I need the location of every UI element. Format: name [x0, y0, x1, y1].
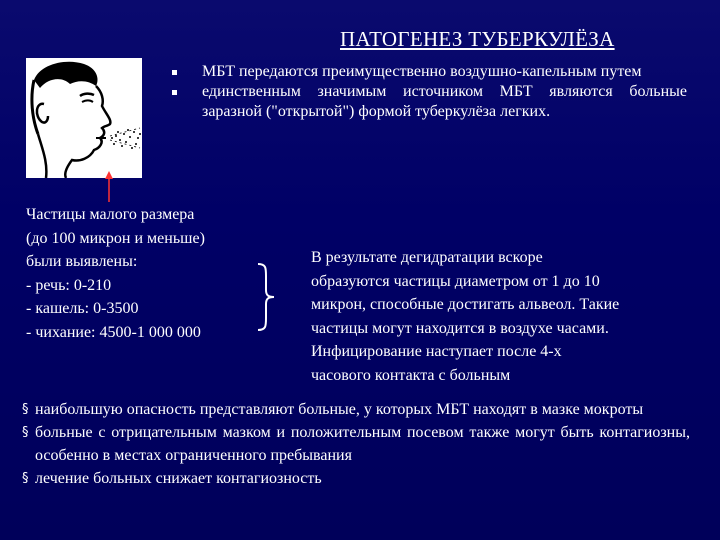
bullet-section-icon: § — [22, 425, 29, 440]
text-line: - чихание: 4500-1 000 000 — [26, 323, 201, 341]
curly-brace-icon — [254, 262, 280, 332]
top-bullet-list — [172, 62, 687, 122]
slide-title: ПАТОГЕНЕЗ ТУБЕРКУЛЁЗА — [340, 27, 615, 51]
particle-size-block — [26, 203, 266, 344]
text-line: Частицы малого размера — [26, 206, 195, 223]
text-line: образуются частицы диаметром от 1 до 10 — [311, 272, 600, 290]
bullet-text: наибольшую опасность представляют больные, у которых МБТ находят в мазке мокроты — [35, 401, 644, 418]
bullet-text: лечение больных снижает контагиозность — [35, 470, 322, 487]
text-line: (до 100 микрон и меньше) — [26, 229, 205, 247]
text-line: были выявлены: — [26, 253, 138, 270]
text-line: микрон, способные достигать альвеол. Такие — [311, 296, 620, 313]
arrow-up-icon — [104, 170, 114, 202]
sneezing-face-icon — [26, 58, 142, 178]
dehydration-block — [311, 246, 691, 387]
text-line: часового контакта с больным — [311, 366, 511, 384]
bullet-square-icon — [172, 90, 177, 95]
bullet-section-icon: § — [22, 471, 29, 486]
face-illustration — [26, 58, 142, 178]
list-item — [22, 398, 690, 421]
list-item — [22, 421, 690, 467]
list-item — [22, 467, 690, 490]
text-line: В результате дегидратации вскоре — [311, 249, 543, 266]
list-item — [172, 62, 687, 82]
text-line: - кашель: 0-3500 — [26, 300, 139, 317]
bullet-text: больные с отрицательным мазком и положительным посевом также могут быть контагиозны, особенно в местах ограниченного пребывания — [35, 424, 690, 464]
text-line: частицы могут находится в воздухе часами. — [311, 319, 609, 337]
text-line: - речь: 0-210 — [26, 276, 112, 294]
bullet-text: МБТ передаются преимущественно воздушно-капельным путем — [202, 63, 642, 80]
bullet-square-icon — [172, 70, 177, 75]
bullet-text: единственным значимым источником МБТ являются больные заразной ("открытой") формой туберкулёза легких. — [202, 83, 687, 120]
bullet-section-icon: § — [22, 402, 29, 417]
text-line: Инфицирование наступает после 4-х — [311, 343, 562, 360]
list-item — [172, 82, 687, 122]
bottom-bullet-list — [22, 398, 690, 490]
